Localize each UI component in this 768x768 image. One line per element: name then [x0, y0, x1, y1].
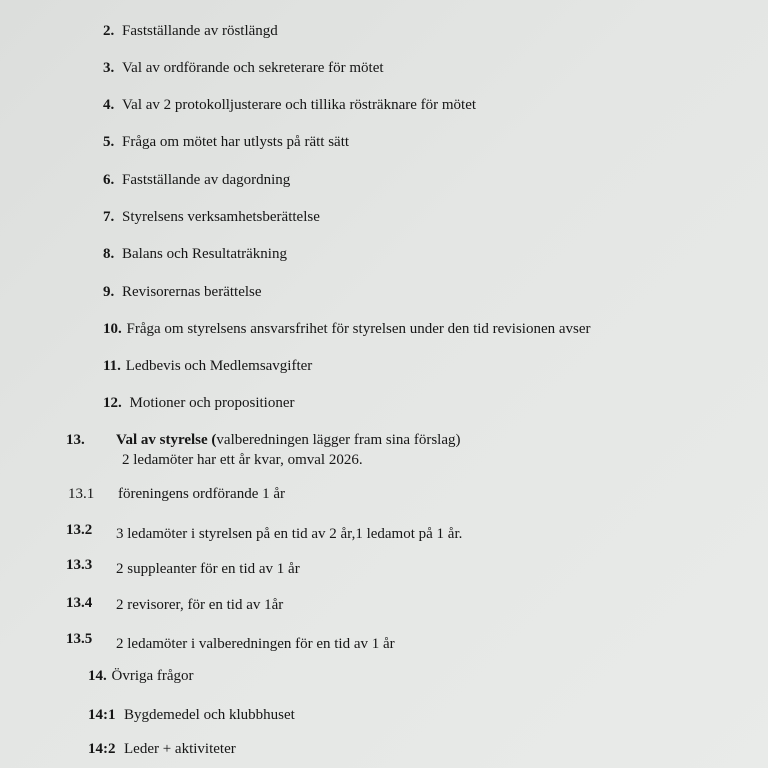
agenda-item-5 [103, 133, 349, 151]
agenda-item-text: Balans och Resultaträkning [122, 246, 287, 262]
agenda-item-2 [103, 22, 278, 40]
agenda-item-13-note: 2 ledamöter har ett år kvar, omval 2026. [122, 452, 363, 468]
agenda-item-6 [103, 171, 290, 189]
subitem-13-1-number: 13.1 [68, 486, 95, 502]
agenda-item-4 [103, 96, 476, 114]
agenda-item-text: Ledbevis och Medlemsavgifter [125, 358, 313, 374]
agenda-item-number: 6. [103, 172, 115, 188]
subitem-13-4-text: 2 revisorer, för en tid av 1år [116, 597, 284, 613]
agenda-item-number: 10. [103, 321, 122, 337]
subitem-13-4-number: 13.4 [66, 595, 93, 611]
subitem-14-2-text: Leder + aktiviteter [124, 741, 236, 757]
agenda-item-12 [103, 394, 294, 412]
agenda-item-10 [103, 320, 591, 338]
subitem-13-5-text: 2 ledamöter i valberedningen för en tid av 1 år [116, 636, 395, 652]
agenda-item-number: 12. [103, 395, 122, 411]
agenda-item-3 [103, 59, 384, 77]
agenda-item-number: 11. [103, 358, 121, 374]
agenda-item-text: Fråga om styrelsens ansvarsfrihet för styrelsen under den tid revisionen avser [126, 321, 591, 337]
agenda-item-number: 8. [103, 246, 115, 262]
subitem-13-2-number: 13.2 [66, 522, 93, 538]
agenda-item-text: Styrelsens verksamhetsberättelse [122, 209, 320, 225]
agenda-item-text: Fastställande av dagordning [122, 172, 291, 188]
agenda-item-text: Val av 2 protokolljusterare och tillika rösträknare för mötet [122, 97, 477, 113]
agenda-item-number: 5. [103, 134, 115, 150]
agenda-item-number: 7. [103, 209, 115, 225]
agenda-item-7 [103, 208, 320, 226]
subitem-14-2-number: 14:2 [88, 741, 116, 757]
agenda-item-text: Fastställande av röstlängd [122, 23, 278, 39]
agenda-item-8 [103, 245, 287, 263]
clipped-previous-line [190, 0, 206, 2]
agenda-item-text: Revisorernas berättelse [122, 284, 262, 300]
agenda-item-text: Val av ordförande och sekreterare för mötet [122, 60, 384, 76]
subitem-14-1-number: 14:1 [88, 707, 116, 723]
agenda-item-13-text: valberedningen lägger fram sina förslag) [216, 432, 461, 448]
agenda-item-number: 3. [103, 60, 115, 76]
agenda-item-11 [103, 357, 312, 375]
agenda-item-14 [88, 667, 194, 685]
agenda-item-13 [116, 431, 461, 449]
agenda-item-text: Fråga om mötet har utlysts på rätt sätt [122, 134, 350, 150]
subitem-13-3-number: 13.3 [66, 557, 93, 573]
agenda-item-number: 2. [103, 23, 115, 39]
subitem-13-5-number: 13.5 [66, 631, 93, 647]
agenda-item-13-title: Val av styrelse ( [116, 432, 217, 448]
subitem-13-2-text: 3 ledamöter i styrelsen på en tid av 2 år,1 ledamot på 1 år. [116, 526, 463, 542]
agenda-item-13-number-cell [66, 431, 85, 449]
subitem-13-3-text: 2 suppleanter för en tid av 1 år [116, 561, 300, 577]
subitem-14-1-text: Bygdemedel och klubbhuset [124, 707, 295, 723]
agenda-item-text: Övriga frågor [111, 668, 194, 684]
subitem-13-1-text: föreningens ordförande 1 år [118, 486, 286, 502]
agenda-item-number: 9. [103, 284, 115, 300]
agenda-item-number: 13. [66, 432, 85, 448]
agenda-item-number: 4. [103, 97, 115, 113]
agenda-item-text: Motioner och propositioner [129, 395, 295, 411]
agenda-item-number: 14. [88, 668, 107, 684]
agenda-item-9 [103, 283, 262, 301]
